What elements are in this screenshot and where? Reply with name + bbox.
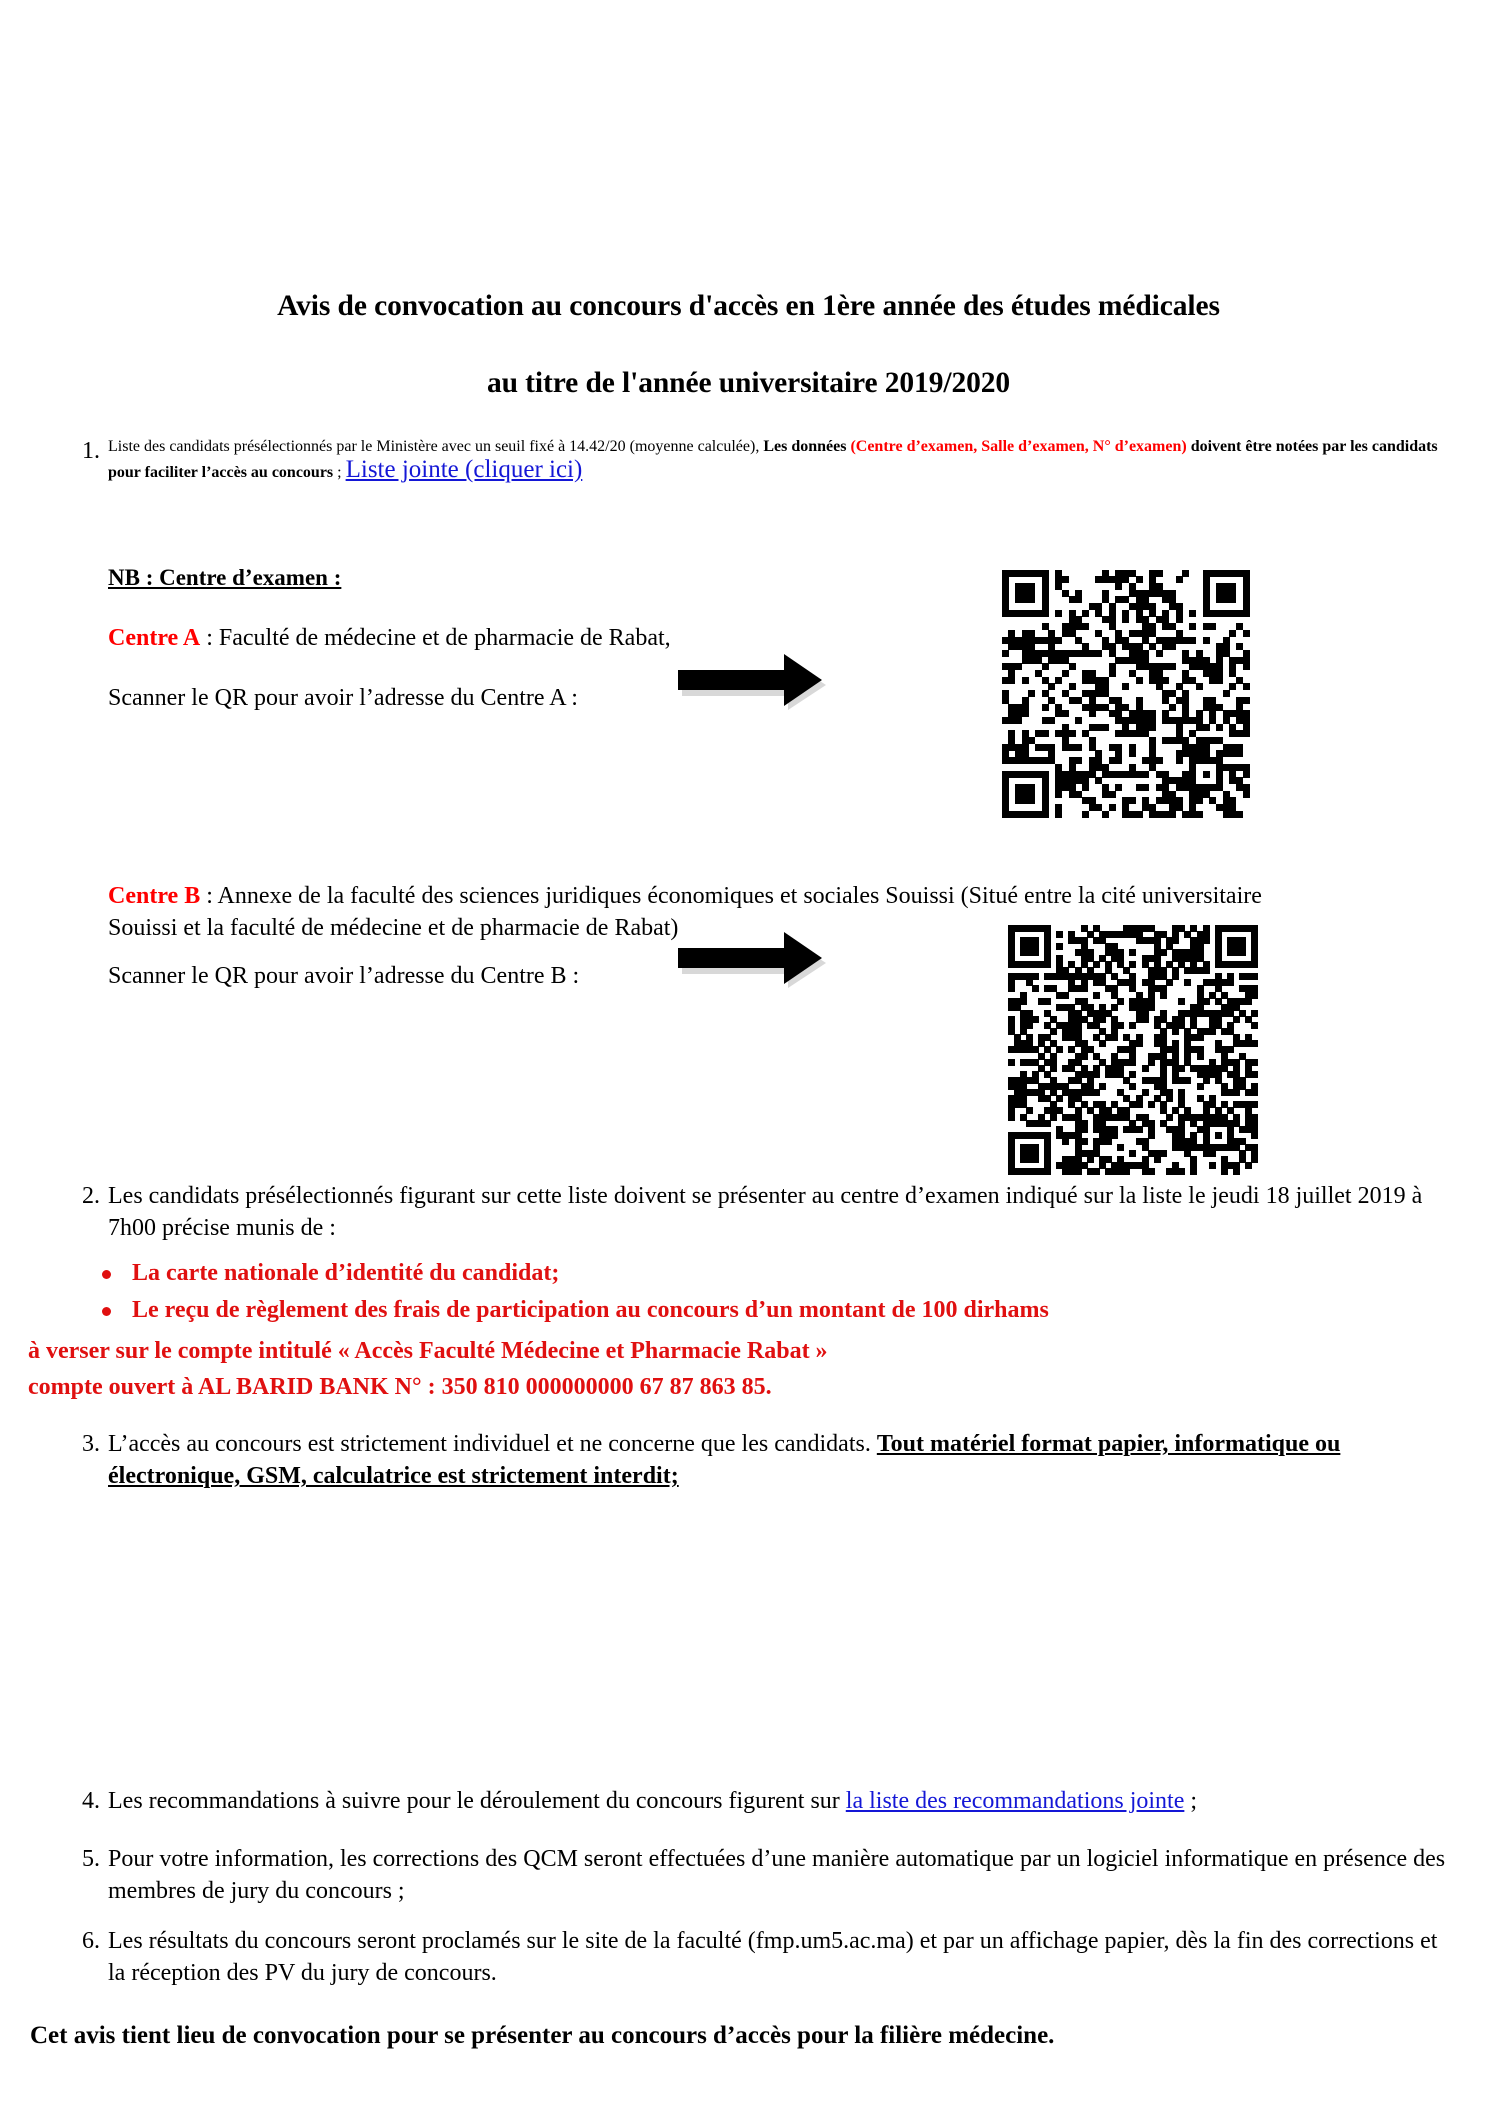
requirement-text: Le reçu de règlement des frais de participation au concours d’un montant de 100 dirhams bbox=[132, 1297, 1049, 1324]
item-4-text-after: ; bbox=[1184, 1788, 1198, 1814]
item-5-marker: 5. bbox=[82, 1846, 100, 1872]
list-item bbox=[96, 1295, 1456, 1326]
item-1-marker: 1. bbox=[82, 438, 100, 464]
list-item-5 bbox=[60, 1843, 1460, 1907]
closing-text: Cet avis tient lieu de convocation pour se présenter au concours d’accès pour la filière médecine. bbox=[30, 2022, 1055, 2049]
list-item-4 bbox=[60, 1785, 1460, 1817]
item-1-body bbox=[60, 438, 1460, 484]
list-item-1 bbox=[60, 438, 1460, 484]
centre-b-text: Annexe de la faculté des sciences juridiques économiques et sociales Souissi (Situé entre la cité universitaire Souissi et la faculté de médecine et de pharmacie de Rabat) bbox=[108, 883, 1262, 942]
recommandations-link[interactable]: la liste des recommandations jointe bbox=[845, 1788, 1185, 1814]
qr-code-icon-centre-b bbox=[1008, 925, 1258, 1175]
item-6-marker: 6. bbox=[82, 1928, 100, 1954]
item-4-marker: 4. bbox=[82, 1788, 100, 1814]
item-3-text-plain: L’accès au concours est strictement individuel et ne concerne que les candidats. bbox=[108, 1431, 877, 1457]
bullet-dot-icon bbox=[102, 1270, 111, 1279]
item-1-text-a: Liste des candidats présélectionnés par le Ministère avec un seuil fixé à 14.42/20 (moyenne calculée), bbox=[108, 438, 764, 455]
item-2-marker: 2. bbox=[82, 1183, 100, 1209]
list-item bbox=[96, 1258, 1456, 1289]
item-6-text: Les résultats du concours seront proclamés sur le site de la faculté (fmp.um5.ac.ma) et par un affichage papier, dès la fin des corrections et la réception des PV du jury de concours. bbox=[108, 1928, 1438, 1987]
nb-label: NB : Centre d’examen : bbox=[108, 565, 342, 590]
item-5-body bbox=[60, 1843, 1460, 1907]
centre-a-text: Faculté de médecine et de pharmacie de Rabat, bbox=[218, 625, 671, 651]
item-4-body bbox=[60, 1785, 1460, 1817]
item-2-body bbox=[60, 1180, 1460, 1244]
qr-code-icon-centre-a bbox=[1002, 570, 1250, 818]
item-1-text-b: Les données bbox=[763, 438, 851, 455]
account-line-1 bbox=[28, 1336, 1458, 1367]
list-item-3 bbox=[60, 1428, 1460, 1492]
centre-a-separator: : bbox=[200, 625, 219, 651]
right-arrow-icon bbox=[672, 652, 832, 714]
closing-statement bbox=[30, 2022, 1470, 2050]
item-6-body bbox=[60, 1925, 1460, 1989]
item-1-text-red: (Centre d’examen, Salle d’examen, N° d’examen) bbox=[850, 438, 1187, 455]
item-3-text-underlined: Tout matériel format papier, informatique ou électronique, GSM, calculatrice est strictement interdit; bbox=[108, 1431, 1341, 1490]
account-line-2 bbox=[28, 1372, 1458, 1403]
right-arrow-icon bbox=[672, 930, 832, 992]
item-3-body bbox=[60, 1428, 1460, 1492]
item-1-text-d: doivent être notées par les candidats pour faciliter l’accès au concours bbox=[108, 438, 1438, 481]
item-1-text-e: ; bbox=[333, 464, 346, 481]
item-4-text-before: Les recommandations à suivre pour le déroulement du concours figurent sur bbox=[108, 1788, 846, 1814]
item-2-text: Les candidats présélectionnés figurant sur cette liste doivent se présenter au centre d’examen indiqué sur la liste le jeudi 18 juillet 2019 à 7h00 précise munis de : bbox=[108, 1183, 1423, 1242]
centre-a-label: Centre A bbox=[108, 625, 201, 651]
centre-b-scan-text: Scanner le QR pour avoir l’adresse du Centre B : bbox=[108, 963, 580, 989]
centre-a-scan-text: Scanner le QR pour avoir l’adresse du Centre A : bbox=[108, 685, 578, 711]
title-line-1: Avis de convocation au concours d'accès en 1ère année des études médicales bbox=[277, 290, 1220, 322]
centre-b-separator: : bbox=[200, 883, 218, 909]
item-5-text: Pour votre information, les corrections des QCM seront effectuées d’une manière automatique par un logiciel informatique en présence des membres de jury du concours ; bbox=[108, 1846, 1446, 1905]
requirements-list bbox=[96, 1258, 1456, 1332]
bullet-dot-icon bbox=[102, 1307, 111, 1316]
title-line-2: au titre de l'année universitaire 2019/2020 bbox=[486, 366, 1011, 399]
liste-jointe-link[interactable]: Liste jointe (cliquer ici) bbox=[345, 456, 583, 483]
list-item-6 bbox=[60, 1925, 1460, 1989]
account-title-text: à verser sur le compte intitulé « Accès Faculté Médecine et Pharmacie Rabat » bbox=[28, 1338, 828, 1364]
requirement-text: La carte nationale d’identité du candidat; bbox=[132, 1260, 560, 1286]
page-title bbox=[0, 288, 1497, 402]
list-item-2 bbox=[60, 1180, 1460, 1244]
centre-b-label: Centre B bbox=[108, 883, 201, 909]
account-number-text: compte ouvert à AL BARID BANK N° : 350 810 000000000 67 87 863 85. bbox=[28, 1374, 772, 1400]
item-3-marker: 3. bbox=[82, 1431, 100, 1457]
